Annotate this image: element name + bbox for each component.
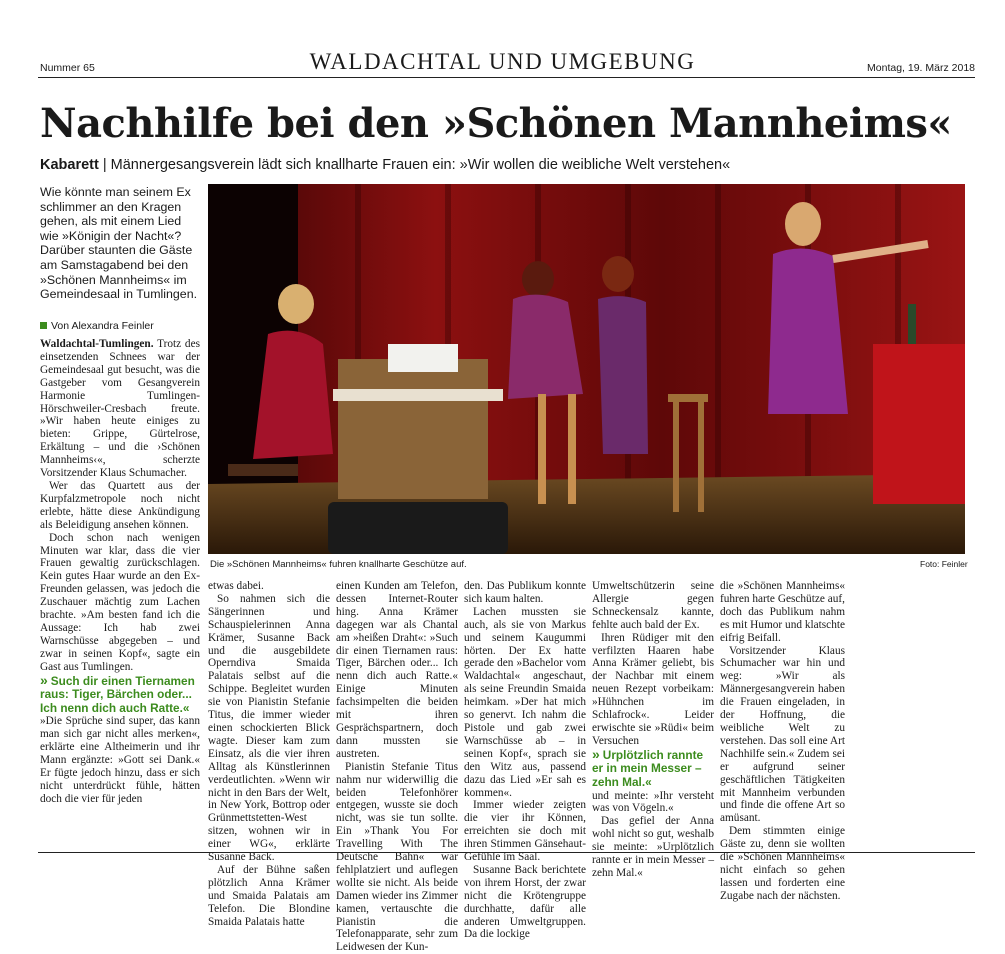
- column-3: [336, 580, 458, 954]
- column-2: [208, 580, 330, 928]
- col1-para-1: [40, 338, 200, 480]
- subhead: [40, 157, 730, 173]
- photo-credit: Foto: Feinler: [920, 559, 968, 569]
- stage-illustration: [208, 184, 965, 554]
- col5-para-3: und meinte: »Ihr versteht was von Vögeln.«: [592, 789, 714, 815]
- col6-para-2: Vorsitzender Klaus Schumacher war hin und weg: »Wir als Männergesangverein haben die Frauen eingeladen, in der Hoffnung, die weibliche Welt zu verstehen. Das soll eine Art Nachhilfe sein.« Zudem sei er aufgrund seiner geschäftlichen Tätigkeiten mit Mannheim verbunden und finde die offene Art so amüsant.: [720, 644, 845, 825]
- col1-para-1-text: Trotz des einsetzenden Schnees war der Gemeindesaal gut besucht, was die Gastgeber vom Gesangverein Harmonie Tumlingen-Hörschweiler-Cresbach freute. »Wir haben heute einiges zu bieten: Grippe, Gürtelrose, Erkältung – und die ›Schönen Mannheims‹«, scherzte Vorsitzender Klaus Schumacher.: [40, 338, 200, 480]
- quote-arrow-icon: »: [40, 671, 48, 688]
- subhead-text: | Männergesangsverein lädt sich knallharte Frauen ein: »Wir wollen die weibliche Welt verstehen«: [98, 157, 731, 173]
- col4-para-1: den. Das Publikum konnte sich kaum halten.: [464, 580, 586, 605]
- issue-date: Montag, 19. März 2018: [867, 62, 975, 74]
- author-line: [40, 320, 200, 332]
- headline: Nachhilfe bei den »Schönen Mannheims«: [40, 100, 952, 147]
- col5-para-2: Ihren Rüdiger mit den verfilzten Haaren habe Anna Krämer geliebt, bis der Nachbar mit einem neuen Rezept vorbeikam: »Hühnchen im Schlafrock«. Leider erwischte sie »Rüdi« beim Versuchen: [592, 631, 714, 747]
- issue-number: Nummer 65: [40, 62, 95, 74]
- author-square-icon: [40, 322, 47, 329]
- col5-para-1: Umweltschützerin seine Allergie gegen Schneckensalz kannte, fehlte auch bald der Ex.: [592, 580, 714, 631]
- col4-para-4: Susanne Back berichtete von ihrem Horst, der zwar nicht die Krötengruppe durchhatte, dafür alle anderen Umweltgruppen. Da die lockige: [464, 863, 586, 941]
- author-name: Von Alexandra Feinler: [51, 320, 154, 332]
- col1-pull-quote: [40, 671, 200, 716]
- col6-para-3: Dem stimmten einige Gäste zu, denn sie wollten die »Schönen Mannheims« nicht einfach so gehen lassen und forderten eine Zugabe nach der nächsten.: [720, 825, 845, 902]
- col1-para-3: Doch schon nach wenigen Minuten war klar, dass die vier Frauen gewaltig zurückschlagen. Kein gutes Haar wurde an den Ex-Freunden gelassen, was jedoch die Zuschauer mächtig zum Lachen brachte. »Am besten fand ich die Aussage: Ich hab zwei Warnschüsse abgegeben – und zwar in seinen Kopf«, sagte ein Gast aus Tumlingen.: [40, 531, 200, 673]
- column-5: [592, 580, 714, 880]
- col6-para-1: die »Schönen Mannheims« fuhren harte Geschütze auf, doch das Publikum nahm es mit Humor und klatschte eifrig Beifall.: [720, 580, 845, 644]
- article-photo: [208, 184, 965, 554]
- col2-para-3: Auf der Bühne saßen plötzlich Anna Krämer und Smaida Palatais am Telefon. Die Blondine Smaida Palatais hatte: [208, 863, 330, 928]
- column-6: [720, 580, 845, 903]
- col2-para-1: etwas dabei.: [208, 580, 264, 592]
- col1-quote-text: Such dir einen Tiernamen raus: Tiger, Bärchen oder... Ich nenn dich auch Ratte.«: [40, 673, 195, 715]
- section-title: WALDACHTAL UND UMGEBUNG: [309, 49, 696, 74]
- col5-pull-quote: [592, 745, 714, 790]
- photo-caption: Die »Schönen Mannheims« fuhren knallharte Geschütze auf.: [210, 559, 467, 570]
- col2-para-2: So nahmen sich die Sängerinnen und Schauspielerinnen Anna Krämer, Susanne Back und die ausgebildete Operndiva Smaida Palatais selbst auf die Schippe. Begleitet wurden sie von Pianistin Stefanie Titus, die immer wieder einen schockierten Blick wagte. Dieser kam zum Einsatz, als die vier ihren Alltag als Künstlerinnen verdeutlichten. »Wenn wir nicht in den Bars der Welt, in New York, Bottrop oder Grünmettstetten-West sitzen, wohnen wir in einer WG«, erklärte Susanne Back.: [208, 592, 330, 864]
- col3-para-2: Pianistin Stefanie Titus nahm nur widerwillig die beiden Telefonhörer entgegen, wusste sie doch nicht, was sie tun sollte. Ein »Thank You For Travelling With The Deutsche Bahn« war fehlplatziert und auflegen wollte sie nicht. Als beide Damen wieder ins Zimmer kamen, vertauschte die Pianistin die Telefonapparate, sehr zum Leidwesen der Kun-: [336, 760, 458, 954]
- col1-para-4: »Die Sprüche sind super, das kann man sich gar nicht alles merken«, erklärte eine Altheimerin und ihr Mann ergänzte: »Gott sei Dank.« Er fügte jedoch hinzu, dass er sich nicht unterdrückt fühle, hätten doch die vier für jeden: [40, 715, 200, 805]
- quote-arrow-icon: »: [592, 745, 600, 762]
- column-1: [40, 338, 200, 806]
- col4-para-3: Immer wieder zeigten die vier ihr Können, erreichten sie doch mit ihren Stimmen Gänsehaut-Gefühle im Saal.: [464, 799, 586, 864]
- dateline: Waldachtal-Tumlingen.: [40, 338, 154, 350]
- header-rule: [38, 77, 975, 78]
- subhead-kicker: Kabarett: [40, 157, 99, 173]
- col4-para-2: Lachen mussten sie auch, als sie von Markus und seinem Kaugummi hörten. Der Ex hatte gerade den »Bachelor vom Waldachtal« angeschaut, als seine Freundin Smaida heimkam. »Der hat mich so genervt. Ich nahm die Pistole und gab zwei Warnschüsse ab – in seinen Kopf«, sprach sie den Witz aus, passend dazu das Lied »Er sah es kommen«.: [464, 605, 586, 799]
- col1-para-2: Wer das Quartett aus der Kurpfalzmetropole noch nicht erlebte, hätte diese Ankündigung als Beleidigung ansehen können.: [40, 479, 200, 531]
- col5-quote-text: Urplötzlich rannte er in mein Messer – zehn Mal.«: [592, 747, 704, 789]
- col5-para-4: Das gefiel der Anna wohl nicht so gut, weshalb sie meinte: »Urplötzlich rannte er in mein Messer – zehn Mal.«: [592, 815, 714, 879]
- lead-paragraph: Wie könnte man seinem Ex schlimmer an den Kragen gehen, als mit einem Lied wie »Königin der Nacht«? Darüber staunten die Gäste am Samstagabend bei den »Schönen Mannheims« im Gemeindesaal in Tumlingen.: [40, 185, 198, 302]
- footer-rule: [38, 852, 975, 853]
- col3-para-1: einen Kunden am Telefon, dessen Internet-Router hing. Anna Krämer dagegen war als Chantal am »heißen Draht«: »Such dir einen Tiernamen raus: Tiger, Bärchen oder... Ich nenn dich auch Ratte.« Einige Minuten fachsimpelten die beiden mit ihren Gesprächspartnern, doch dann mussten sie austreten.: [336, 580, 458, 760]
- column-4: [464, 580, 586, 941]
